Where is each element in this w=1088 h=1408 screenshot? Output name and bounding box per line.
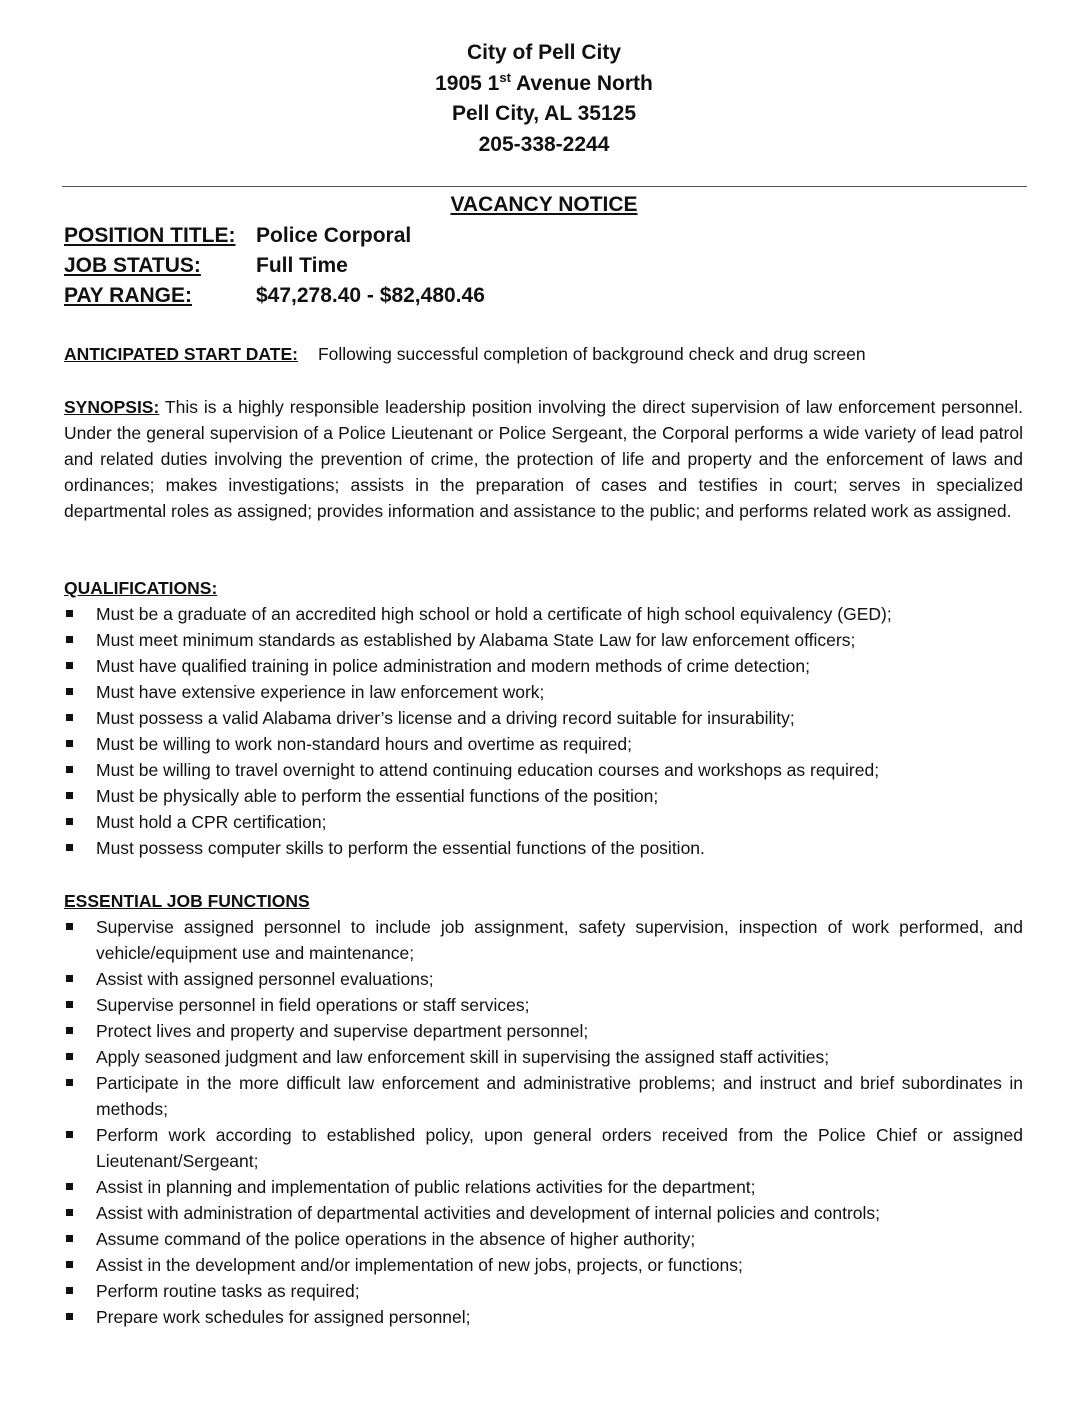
street-name: Avenue North [510,71,653,95]
city-name: City of Pell City [466,41,622,64]
list-item-text: Perform routine tasks as required; [96,1281,360,1301]
list-item [64,1252,1023,1278]
list-item-text: Must have qualified training in police administration and modern methods of crime detection; [96,656,810,676]
list-item [64,601,1023,627]
list-item [64,1070,1023,1122]
list-item [64,757,1023,783]
list-item-text: Prepare work schedules for assigned personnel; [96,1307,471,1327]
square-bullet-icon [66,792,73,799]
list-item-text: Assist in planning and implementation of public relations activities for the department; [96,1177,756,1197]
list-item-text: Assume command of the police operations in the absence of higher authority; [96,1229,696,1249]
start-date-value: Following successful completion of background check and drug screen [317,344,866,364]
list-item [64,679,1023,705]
list-item-text: Perform work according to established policy, upon general orders received from the Police Chief or assigned Lieutenant/Sergeant; [96,1125,1023,1171]
square-bullet-icon [66,818,73,825]
list-item [64,1018,1023,1044]
square-bullet-icon [66,1027,73,1034]
list-item-text: Must be willing to travel overnight to attend continuing education courses and workshops as required; [96,760,880,780]
list-item [64,705,1023,731]
square-bullet-icon [66,636,73,643]
square-bullet-icon [66,1131,73,1138]
list-item-text: Must be willing to work non-standard hours and overtime as required; [96,734,632,754]
position-title-value: Police Corporal [256,224,412,247]
list-item-text: Must be a graduate of an accredited high school or hold a certificate of high school equivalency (GED); [96,604,892,624]
list-item-text: Supervise assigned personnel to include job assignment, safety supervision, inspection of work performed, and vehicle/equipment use and maintenance; [96,917,1023,963]
square-bullet-icon [66,1079,73,1086]
phone-number: 205-338-2244 [478,132,610,156]
list-item [64,835,1023,861]
square-bullet-icon [66,662,73,669]
qualifications-list [64,601,1023,861]
square-bullet-icon [66,923,73,930]
list-item [64,1044,1023,1070]
city-state-zip: Pell City, AL 35125 [451,102,637,125]
square-bullet-icon [66,714,73,721]
list-item [64,1278,1023,1304]
list-item [64,783,1023,809]
list-item-text: Supervise personnel in field operations or staff services; [96,995,530,1015]
street-address [0,69,1088,100]
square-bullet-icon [66,1235,73,1242]
square-bullet-icon [66,1287,73,1294]
letterhead [0,38,1088,160]
position-title-label: POSITION TITLE: [64,224,236,247]
square-bullet-icon [66,688,73,695]
square-bullet-icon [66,1053,73,1060]
square-bullet-icon [66,610,73,617]
job-status-value: Full Time [256,254,348,277]
list-item [64,1174,1023,1200]
square-bullet-icon [66,740,73,747]
header-divider [62,186,1027,187]
list-item [64,627,1023,653]
synopsis-text: This is a highly responsible leadership position involving the direct supervision of law enforcement personnel. Under the general supervision of a Police Lieutenant or Police Sergeant, the Corporal performs a wide variety of lead patrol and related duties involving the prevention of crime, the protection of life and property and the enforcement of laws and ordinances; makes investigations; assists in the preparation of cases and testifies in court; serves in specialized departmental roles as assigned; provides information and assistance to the public; and performs related work as assigned. [64,397,1023,521]
list-item [64,1304,1023,1330]
list-item-text: Protect lives and property and supervise department personnel; [96,1021,589,1041]
list-item [64,731,1023,757]
pay-range-label: PAY RANGE: [64,284,192,307]
list-item-text: Participate in the more difficult law enforcement and administrative problems; and instruct and brief subordinates in methods; [96,1073,1023,1119]
square-bullet-icon [66,975,73,982]
list-item [64,966,1023,992]
square-bullet-icon [66,1261,73,1268]
list-item-text: Must hold a CPR certification; [96,812,327,832]
synopsis-paragraph [64,394,1023,524]
square-bullet-icon [66,844,73,851]
square-bullet-icon [66,1209,73,1216]
list-item [64,809,1023,835]
list-item [64,1200,1023,1226]
list-item [64,992,1023,1018]
street-number: 1905 1 [435,71,500,95]
essential-functions-heading: ESSENTIAL JOB FUNCTIONS [64,891,310,911]
square-bullet-icon [66,1183,73,1190]
list-item [64,1122,1023,1174]
square-bullet-icon [66,1001,73,1008]
job-status-label: JOB STATUS: [64,254,201,277]
list-item-text: Must possess a valid Alabama driver’s license and a driving record suitable for insurability; [96,708,795,728]
pay-range-value: $47,278.40 - $82,480.46 [256,284,485,307]
essential-functions-list [64,914,1023,1330]
list-item-text: Must be physically able to perform the essential functions of the position; [96,786,659,806]
list-item-text: Assist in the development and/or implementation of new jobs, projects, or functions; [96,1255,743,1275]
list-item [64,1226,1023,1252]
list-item-text: Must have extensive experience in law enforcement work; [96,682,545,702]
start-date-line [64,341,1023,367]
square-bullet-icon [66,1313,73,1320]
list-item-text: Must possess computer skills to perform the essential functions of the position. [96,838,705,858]
list-item-text: Must meet minimum standards as established by Alabama State Law for law enforcement officers; [96,630,856,650]
notice-title: VACANCY NOTICE [450,193,638,216]
start-date-label: ANTICIPATED START DATE: [64,344,298,364]
qualifications-heading: QUALIFICATIONS: [64,578,218,598]
square-bullet-icon [66,766,73,773]
list-item [64,653,1023,679]
ordinal-suffix: st [499,69,511,85]
list-item [64,914,1023,966]
list-item-text: Apply seasoned judgment and law enforcement skill in supervising the assigned staff activities; [96,1047,830,1067]
synopsis-label: SYNOPSIS: [64,397,160,417]
list-item-text: Assist with administration of departmental activities and development of internal policies and controls; [96,1203,881,1223]
list-item-text: Assist with assigned personnel evaluations; [96,969,434,989]
